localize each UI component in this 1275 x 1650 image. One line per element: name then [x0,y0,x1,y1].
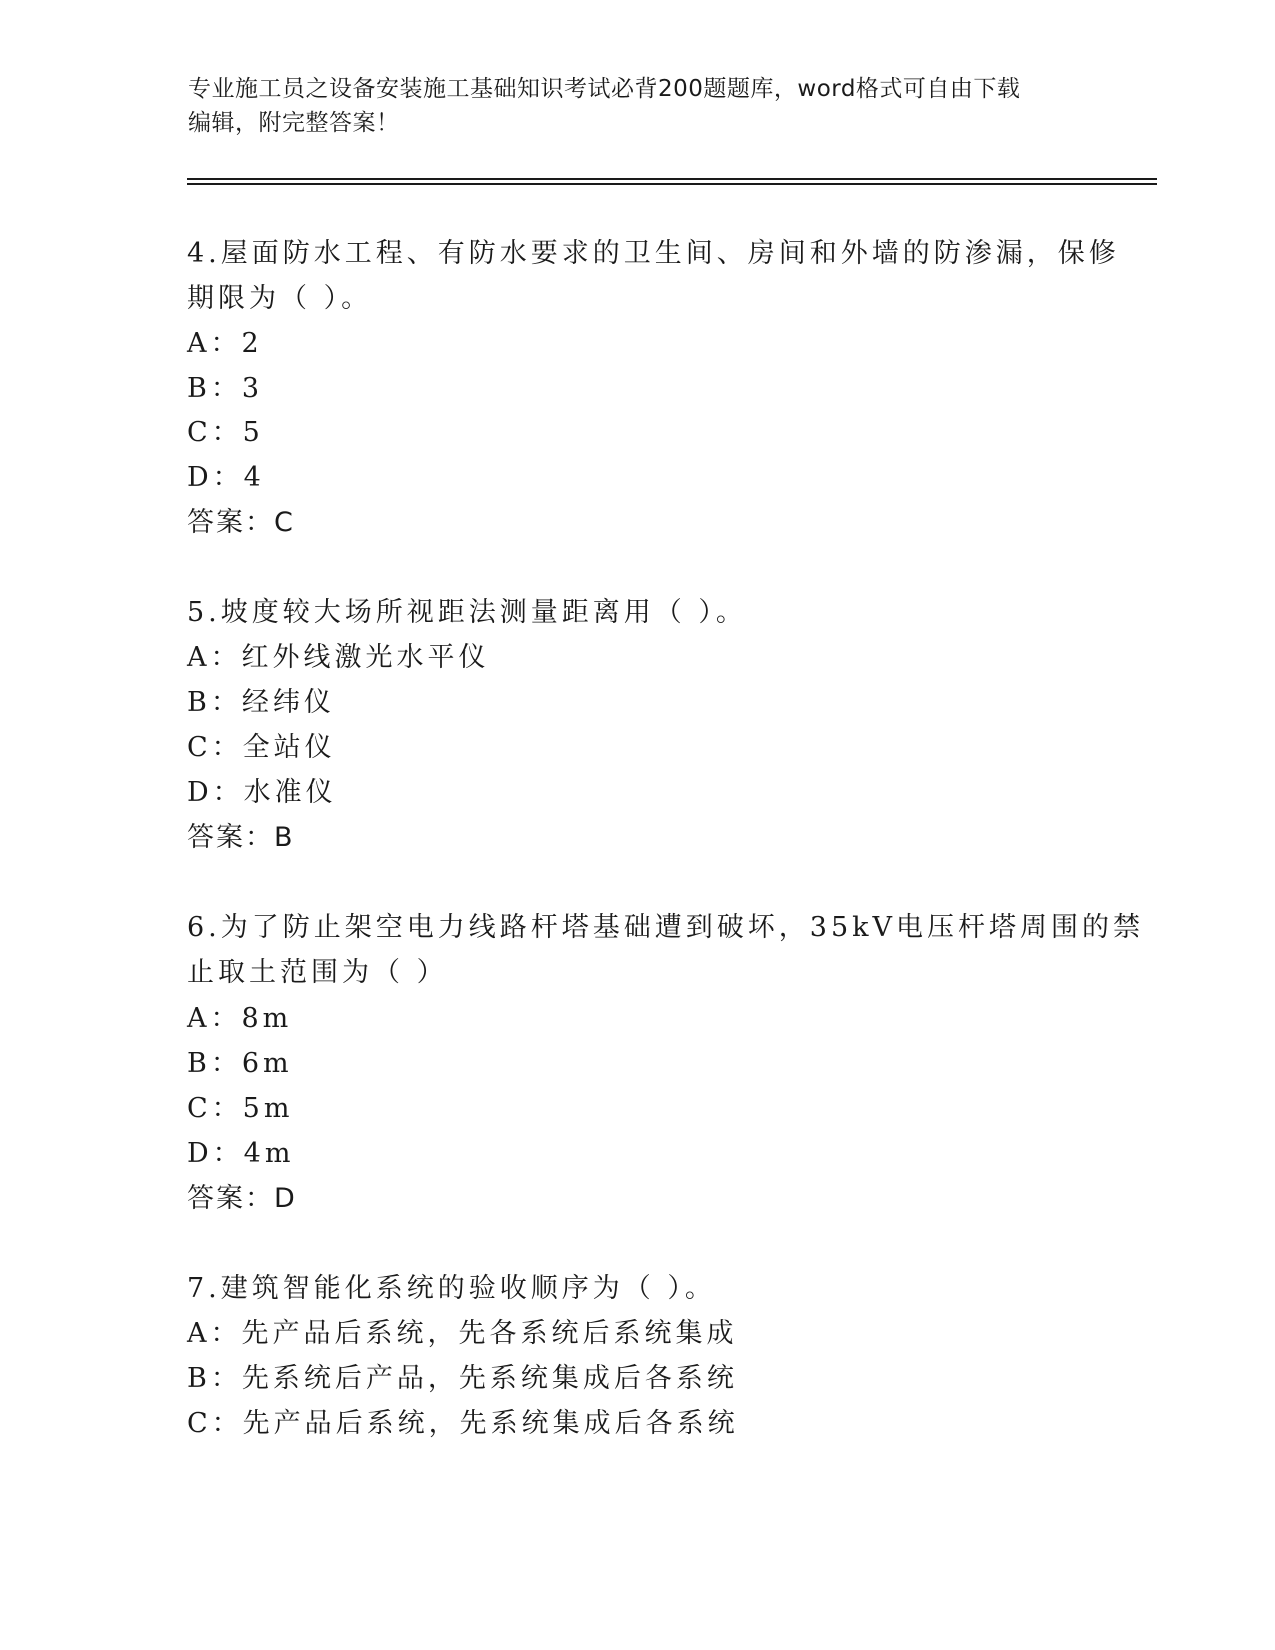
header-divider-bottom [187,183,1157,185]
q7-option-a: A：先产品后系统，先各系统后系统集成 [187,1318,738,1349]
q4-option-c: C：5 [187,417,264,448]
q5-option-c: C：全站仪 [187,732,336,763]
q7-option-b: B：先系统后产品，先系统集成后各系统 [187,1363,738,1394]
q5-option-d: D：水准仪 [187,777,337,808]
q5-option-b: B：经纬仪 [187,687,335,718]
q6-stem-line2: 止取土范围为（ ） [187,957,448,988]
q4-option-a: A：2 [187,328,263,359]
q5-stem-line1: 5.坡度较大场所视距法测量距离用（ ）。 [187,597,747,628]
document-header: 专业施工员之设备安装施工基础知识考试必背200题题库，word格式可自由下载 编辑，附完整答案！ [188,76,1021,136]
q6-option-b: B：6m [187,1048,293,1079]
q6-stem-line1: 6.为了防止架空电力线路杆塔基础遭到破坏，35kV电压杆塔周围的禁 [187,912,1144,943]
q6-option-c: C：5m [187,1093,294,1124]
q5-option-a: A：红外线激光水平仪 [187,642,490,673]
q5-answer: 答案：B [187,822,295,853]
q6-option-d: D：4m [187,1138,295,1169]
q4-stem-line2: 期限为（ ）。 [187,283,373,314]
q6-option-a: A：8m [187,1003,293,1034]
q4-stem-line1: 4.屋面防水工程、有防水要求的卫生间、房间和外墙的防渗漏，保修 [187,238,1120,269]
q4-answer: 答案：C [187,507,295,538]
q6-answer: 答案：D [187,1183,297,1214]
header-divider-top [187,178,1157,180]
q4-option-d: D：4 [187,462,265,493]
q7-stem-line1: 7.建筑智能化系统的验收顺序为（ ）。 [187,1273,716,1304]
q7-option-c: C：先产品后系统，先系统集成后各系统 [187,1408,739,1439]
q4-option-b: B：3 [187,373,264,404]
